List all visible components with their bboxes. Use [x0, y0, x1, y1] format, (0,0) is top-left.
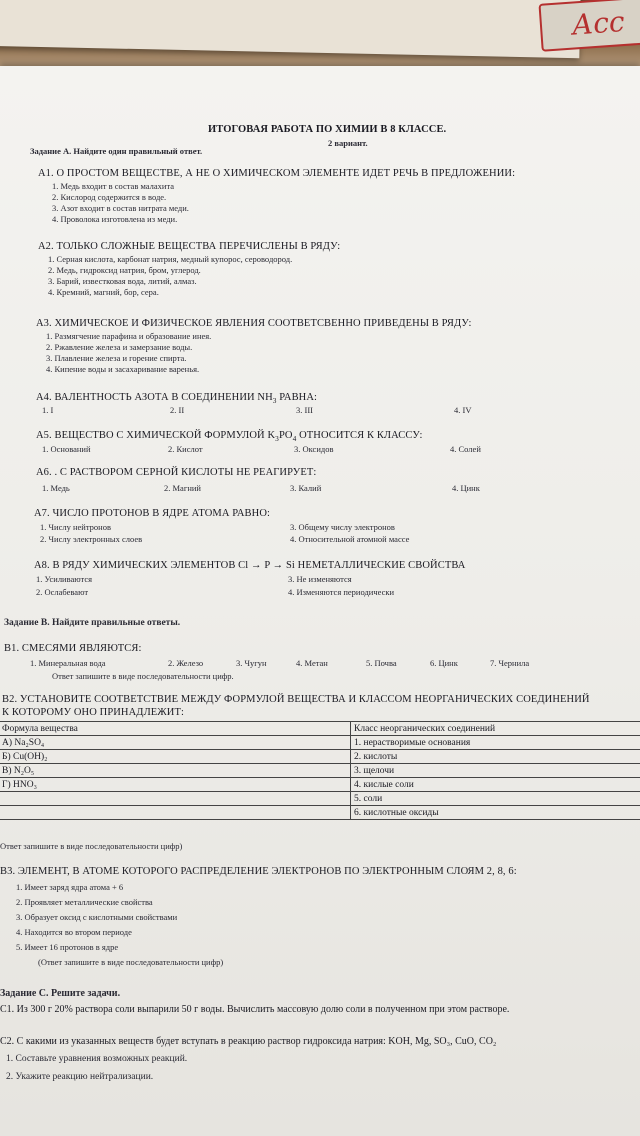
- a3-option-4: 4. Кипение воды и засахаривание варенья.: [46, 364, 200, 374]
- a3-option-2: 2. Ржавление железа и замерзание воды.: [46, 342, 193, 352]
- formula-cell: А) Na₂SO₄: [0, 736, 351, 750]
- formula-cell-empty: [0, 806, 351, 820]
- a5-option-1: 1. Оснований: [42, 444, 91, 454]
- a1-option-3: 3. Азот входит в состав нитрата меди.: [52, 203, 189, 213]
- a6-option-3: 3. Калий: [290, 483, 322, 493]
- class-cell: 1. нерастворимые основания: [351, 736, 640, 750]
- question-b1: В1. СМЕСЯМИ ЯВЛЯЮТСЯ:: [4, 643, 142, 654]
- question-b2-line2: К КОТОРОМУ ОНО ПРИНАДЛЕЖИТ:: [2, 707, 185, 718]
- a6-option-4: 4. Цинк: [452, 483, 480, 493]
- table-row: [0, 736, 640, 750]
- formula-cell: Б) Cu(OH)₂: [0, 750, 351, 764]
- formula-cell: Г) HNO₃: [0, 778, 351, 792]
- b3-option-4: 4. Находится во втором периоде: [16, 927, 132, 937]
- class-cell: 5. соли: [351, 792, 640, 806]
- b1-option-7: 7. Чернила: [490, 658, 530, 668]
- a5-option-2: 2. Кислот: [168, 444, 203, 454]
- table-row: [0, 806, 640, 820]
- table-row: [0, 750, 640, 764]
- a4-option-4: 4. IV: [454, 405, 472, 415]
- question-a3: А3. ХИМИЧЕСКОЕ И ФИЗИЧЕСКОЕ ЯВЛЕНИЯ СООТВЕТСВЕННО ПРИВЕДЕНЫ В РЯДУ:: [36, 318, 472, 329]
- b3-answer-note: (Ответ запишите в виде последовательности цифр): [38, 957, 224, 967]
- table-row: [0, 792, 640, 806]
- a8-option-4: 4. Изменяются периодически: [288, 587, 395, 597]
- part-b-heading: Задание В. Найдите правильные ответы.: [4, 618, 181, 628]
- question-a8: А8. В РЯДУ ХИМИЧЕСКИХ ЭЛЕМЕНТОВ Cl → P → Si НЕМЕТАЛЛИЧЕСКИЕ СВОЙСТВА: [34, 560, 466, 571]
- b1-option-6: 6. Цинк: [430, 658, 458, 668]
- c2-task-1: 1. Составьте уравнения возможных реакций.: [6, 1054, 188, 1064]
- b3-option-3: 3. Образует оксид с кислотными свойствами: [16, 912, 178, 922]
- table-row: [0, 778, 640, 792]
- table-header-class: Класс неорганических соединений: [351, 722, 640, 736]
- class-cell: 2. кислоты: [351, 750, 640, 764]
- c2-task-2: 2. Укажите реакцию нейтрализации.: [6, 1072, 154, 1082]
- a7-option-4: 4. Относительной атомной массе: [290, 534, 410, 544]
- problem-c2: С2. С какими из указанных веществ будет вступать в реакцию раствор гидроксида натрия: KOH, Mg, SO₃, CuO, CO₂: [0, 1036, 497, 1047]
- question-b3: В3. ЭЛЕМЕНТ, В АТОМЕ КОТОРОГО РАСПРЕДЕЛЕНИЕ ЭЛЕКТРОНОВ ПО ЭЛЕКТРОННЫМ СЛОЯМ 2, 8, 6:: [0, 866, 517, 877]
- part-a-heading: Задание А. Найдите один правильный ответ.: [30, 146, 203, 156]
- a1-option-1: 1. Медь входит в состав малахита: [52, 181, 175, 191]
- a4-option-3: 3. III: [296, 405, 313, 415]
- b1-option-4: 4. Метан: [296, 658, 328, 668]
- question-a1: А1. О ПРОСТОМ ВЕЩЕСТВЕ, А НЕ О ХИМИЧЕСКОМ ЭЛЕМЕНТЕ ИДЕТ РЕЧЬ В ПРЕДЛОЖЕНИИ:: [38, 168, 516, 179]
- a1-option-4: 4. Проволока изготовлена из меди.: [52, 214, 178, 224]
- question-a4: А4. ВАЛЕНТНОСТЬ АЗОТА В СОЕДИНЕНИИ $NH_3$ РАВНА:: [36, 392, 318, 406]
- class-cell: 4. кислые соли: [351, 778, 640, 792]
- formula-cell-empty: [0, 792, 351, 806]
- problem-c1: С1. Из 300 г 20% раствора соли выпарили 50 г воды. Вычислить массовую долю соли в полученном при этом растворе.: [0, 1004, 510, 1015]
- a2-option-1: 1. Серная кислота, карбонат натрия, медный купорос, сероводород.: [48, 254, 293, 264]
- worksheet-title: ИТОГОВАЯ РАБОТА ПО ХИМИИ В 8 КЛАССЕ.: [208, 124, 447, 135]
- a2-option-3: 3. Барий, известковая вода, литий, алмаз.: [48, 276, 197, 286]
- a2-option-2: 2. Медь, гидроксид натрия, бром, углерод.: [48, 265, 201, 275]
- a2-option-4: 4. Кремний, магний, бор, сера.: [48, 287, 159, 297]
- class-cell: 3. щелочи: [351, 764, 640, 778]
- table-header-formula: Формула вещества: [0, 722, 351, 736]
- b3-option-1: 1. Имеет заряд ядра атома + 6: [16, 882, 124, 892]
- b1-option-3: 3. Чугун: [236, 658, 267, 668]
- b3-option-2: 2. Проявляет металлические свойства: [16, 897, 153, 907]
- question-b2-line1: В2. УСТАНОВИТЕ СООТВЕТСТВИЕ МЕЖДУ ФОРМУЛОЙ ВЕЩЕСТВА И КЛАССОМ НЕОРГАНИЧЕСКИХ СОЕДИНЕНИЙ: [2, 694, 590, 705]
- a5-option-3: 3. Оксидов: [294, 444, 334, 454]
- question-a7: А7. ЧИСЛО ПРОТОНОВ В ЯДРЕ АТОМА РАВНО:: [34, 508, 271, 519]
- a7-option-2: 2. Числу электронных слоев: [40, 534, 143, 544]
- a8-option-3: 3. Не изменяются: [288, 574, 352, 584]
- b3-option-5: 5. Имеет 16 протонов в ядре: [16, 942, 119, 952]
- a7-option-1: 1. Числу нейтронов: [40, 522, 111, 532]
- question-a2: А2. ТОЛЬКО СЛОЖНЫЕ ВЕЩЕСТВА ПЕРЕЧИСЛЕНЫ В РЯДУ:: [38, 241, 341, 252]
- table-row: [0, 764, 640, 778]
- part-c-heading: Задание С. Решите задачи.: [0, 988, 121, 999]
- worksheet-page: [0, 66, 640, 1136]
- b2-matching-table: [0, 721, 640, 820]
- b2-answer-note: Ответ запишите в виде последовательности цифр): [0, 841, 183, 851]
- b1-option-1: 1. Минеральная вода: [30, 658, 106, 668]
- a3-option-3: 3. Плавление железа и горение спирта.: [46, 353, 187, 363]
- table-row: [0, 722, 640, 736]
- a1-option-2: 2. Кислород содержится в воде.: [52, 192, 167, 202]
- a6-option-1: 1. Медь: [42, 483, 70, 493]
- a3-option-1: 1. Размягчение парафина и образование инея.: [46, 331, 212, 341]
- a4-option-2: 2. II: [170, 405, 185, 415]
- a4-option-1: 1. I: [42, 405, 54, 415]
- a6-option-2: 2. Магний: [164, 483, 201, 493]
- b1-answer-note: Ответ запишите в виде последовательности цифр.: [52, 671, 234, 681]
- formula-cell: В) N₂O₅: [0, 764, 351, 778]
- a7-option-3: 3. Общему числу электронов: [290, 522, 395, 532]
- variant-label: 2 вариант.: [328, 138, 368, 148]
- question-a6: А6. . С РАСТВОРОМ СЕРНОЙ КИСЛОТЫ НЕ РЕАГИРУЕТ:: [36, 467, 317, 478]
- a8-option-1: 1. Усиливаются: [36, 574, 93, 584]
- a5-option-4: 4. Солей: [450, 444, 481, 454]
- b1-option-2: 2. Железо: [168, 658, 204, 668]
- a8-option-2: 2. Ослабевают: [36, 587, 89, 597]
- handwritten-note: Асс: [538, 0, 640, 52]
- b1-option-5: 5. Почва: [366, 658, 397, 668]
- class-cell: 6. кислотные оксиды: [351, 806, 640, 820]
- question-a5: А5. ВЕЩЕСТВО С ХИМИЧЕСКОЙ ФОРМУЛОЙ $K_3PO_4$ ОТНОСИТСЯ К КЛАССУ:: [36, 430, 423, 444]
